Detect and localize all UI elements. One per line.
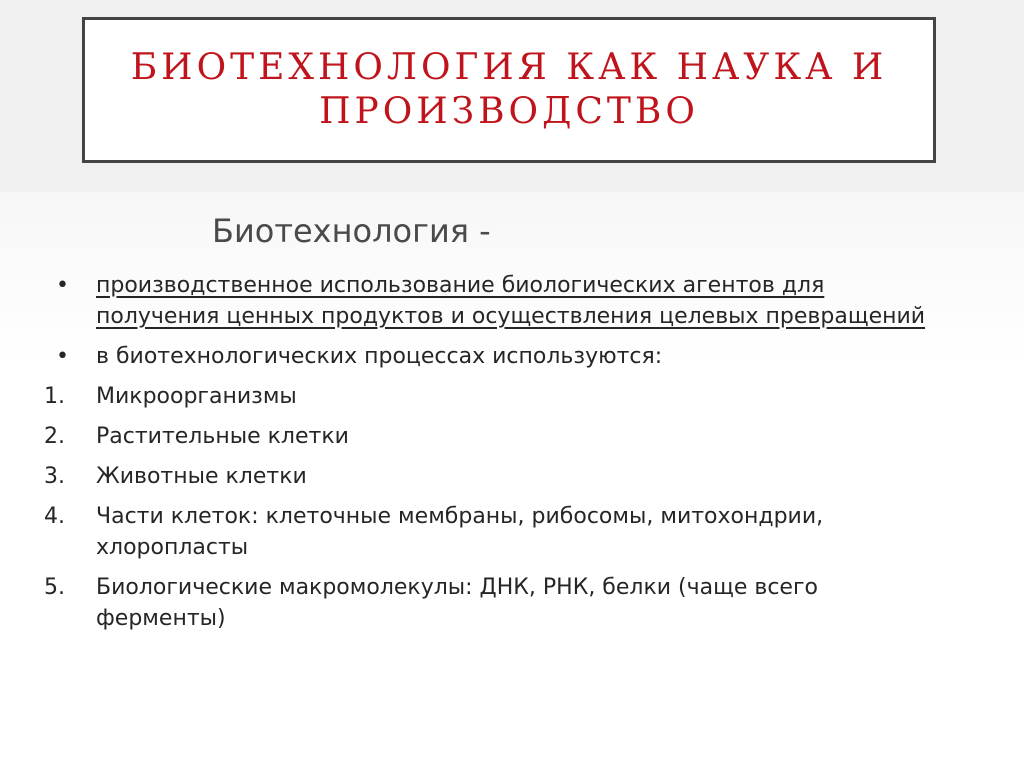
bullet-marker: • — [56, 344, 69, 369]
bullet-item — [44, 341, 944, 372]
numbered-text: Биологические макромолекулы: ДНК, РНК, белки (чаще всего ферменты) — [96, 575, 818, 631]
slide-title: БИОТЕХНОЛОГИЯ КАК НАУКА И ПРОИЗВОДСТВО — [130, 47, 888, 132]
bullet-text: в биотехнологических процессах используются: — [96, 344, 663, 369]
number-marker: 3. — [44, 464, 65, 489]
number-marker: 1. — [44, 384, 65, 409]
numbered-text: Животные клетки — [96, 464, 307, 489]
numbered-item — [44, 572, 944, 634]
number-marker: 2. — [44, 424, 65, 449]
numbered-item — [44, 421, 944, 452]
title-box — [82, 17, 936, 163]
numbered-text: Части клеток: клеточные мембраны, рибосомы, митохондрии, хлоропласты — [96, 504, 824, 560]
content-list — [44, 270, 944, 643]
numbered-item — [44, 461, 944, 492]
numbered-text: Растительные клетки — [96, 424, 349, 449]
numbered-text: Микроорганизмы — [96, 384, 297, 409]
bullet-text-definition: производственное использование биологических агентов для получения ценных продуктов и осуществления целевых превращений — [96, 273, 926, 329]
bullet-item — [44, 270, 944, 332]
subheading: Биотехнология - — [212, 212, 491, 250]
numbered-item — [44, 501, 944, 563]
bullet-marker: • — [56, 273, 69, 298]
numbered-item — [44, 381, 944, 412]
number-marker: 4. — [44, 504, 65, 529]
number-marker: 5. — [44, 575, 65, 600]
